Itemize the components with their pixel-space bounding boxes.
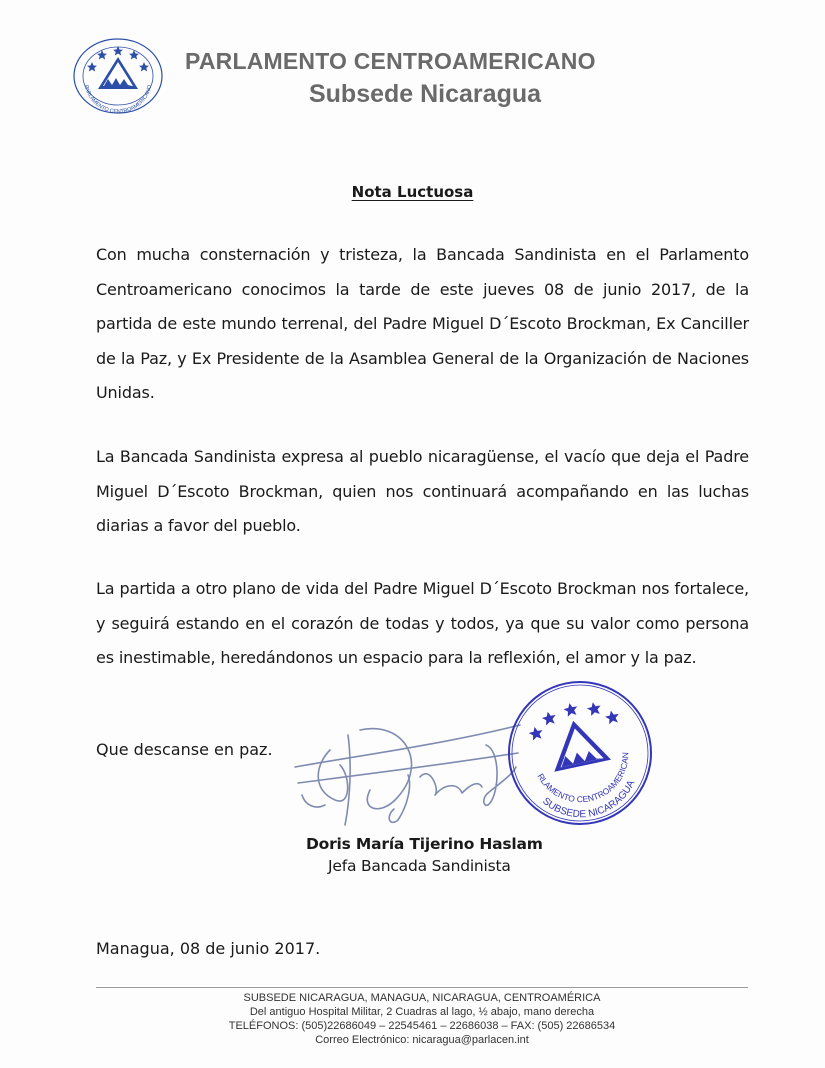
document-title <box>0 183 825 201</box>
footer-address-line: SUBSEDE NICARAGUA, MANAGUA, NICARAGUA, CENTROAMÉRICA <box>243 992 601 1004</box>
parlacen-emblem-icon <box>72 37 164 115</box>
signer-role: Jefa Bancada Sandinista <box>328 857 511 875</box>
seal-bottom-text: SUBSEDE NICARAGUA <box>540 778 638 821</box>
organization-subtitle: Subsede Nicaragua <box>308 80 542 108</box>
paragraph-3: La partida a otro plano de vida del Padre Miguel D´Escoto Brockman nos fortalece, y seguirá estando en el corazón de todas y todos, ya que su valor como persona es inestimable, heredándonos un espacio para la reflexión, el amor y la paz. <box>96 579 749 667</box>
footer-phones-line: TELÉFONOS: (505)22686049 – 22545461 – 22686038 – FAX: (505) 22686534 <box>228 1020 616 1032</box>
document-title-text: Nota Luctuosa <box>351 183 474 201</box>
official-seal-icon <box>505 678 655 828</box>
place-and-date: Managua, 08 de junio 2017. <box>96 939 321 958</box>
logo-ring-text: PARLAMENTO CENTROAMERICANO <box>82 84 154 115</box>
footer <box>96 991 748 1047</box>
paragraph-1: Con mucha consternación y tristeza, la Bancada Sandinista en el Parlamento Centroamericano conocimos la tarde de este jueves 08 de junio 2017, de la partida de este mundo terrenal, del Padre Miguel D´Escoto Brockman, Ex Canciller de la Paz, y Ex Presidente de la Asamblea General de la Organización de Naciones Unidas. <box>96 245 749 402</box>
seal-top-text: PARLAMENTO CENTROAMERICANO <box>535 752 631 805</box>
handwritten-signature <box>290 705 530 835</box>
footer-directions-line: Del antiguo Hospital Militar, 2 Cuadras al lago, ½ abajo, mano derecha <box>249 1006 595 1018</box>
paragraph-2: La Bancada Sandinista expresa al pueblo nicaragüense, el vacío que deja el Padre Miguel D´Escoto Brockman, quien nos continuará acompañando en las luchas diarias a favor del pueblo. <box>96 447 749 535</box>
organization-title: PARLAMENTO CENTROAMERICANO <box>185 48 596 74</box>
signer-name: Doris María Tijerino Haslam <box>306 835 543 853</box>
footer-divider <box>96 987 748 988</box>
footer-email-line: Correo Electrónico: nicaragua@parlacen.int <box>315 1034 529 1046</box>
closing-line: Que descanse en paz. <box>96 740 273 759</box>
